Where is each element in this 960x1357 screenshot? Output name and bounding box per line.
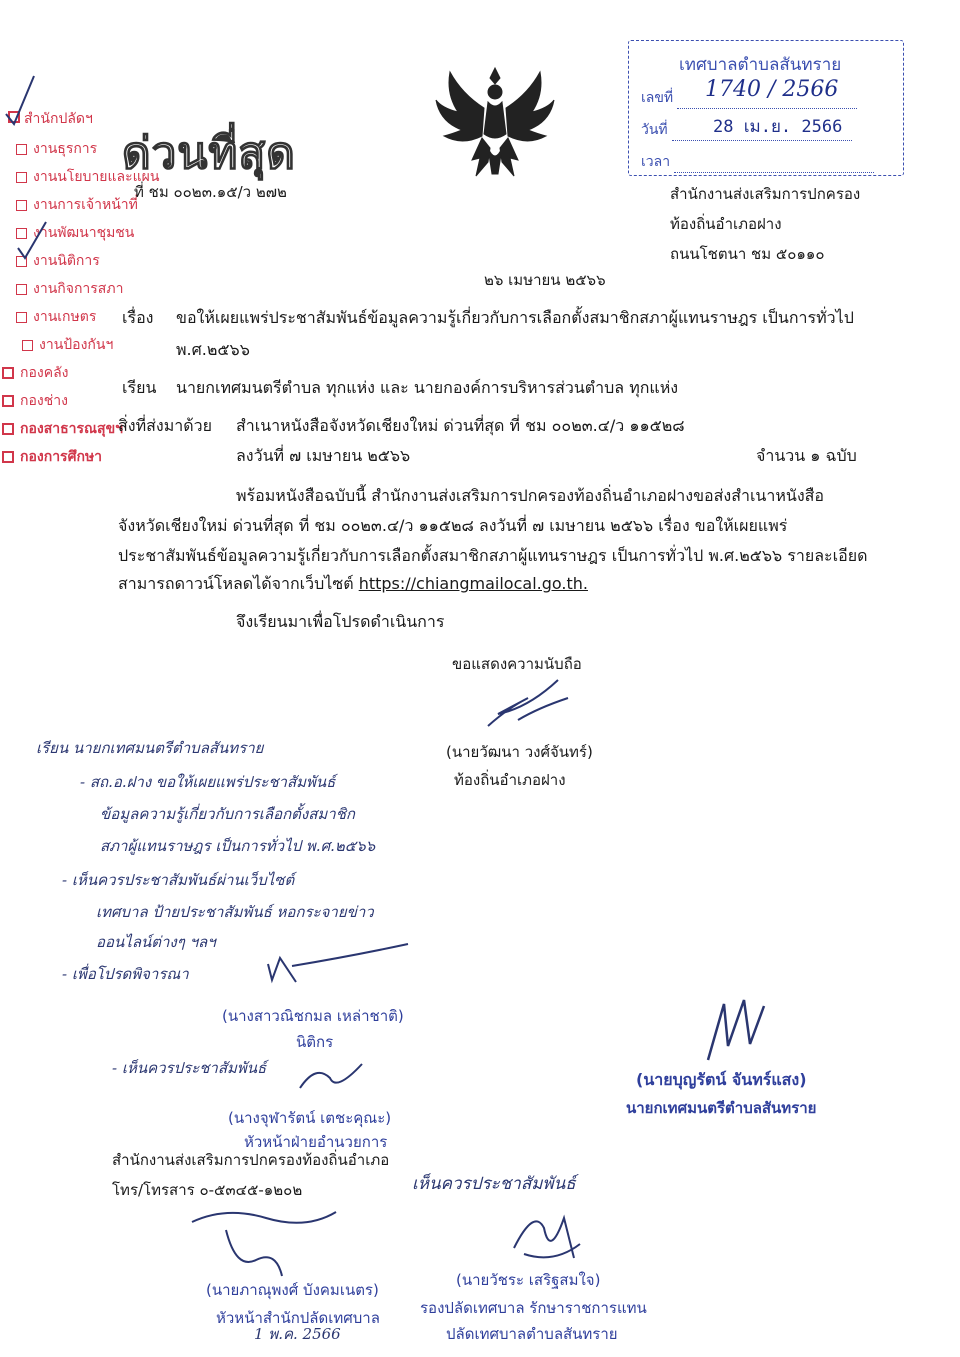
checkbox[interactable] bbox=[16, 284, 27, 295]
checkbox[interactable] bbox=[16, 144, 27, 155]
footer-phone: โทร/โทรสาร ๐-๕๓๔๕-๑๒๐๒ bbox=[112, 1181, 303, 1199]
to-label: เรียน bbox=[122, 378, 157, 397]
urgent-stamp: ด่วนที่สุด bbox=[122, 128, 296, 179]
handwritten-note: สภาผู้แทนราษฎร เป็นการทั่วไป พ.ศ.๒๕๖๖ bbox=[100, 837, 376, 855]
attachment-quantity: จำนวน ๑ ฉบับ bbox=[756, 446, 857, 465]
subject-label: เรื่อง bbox=[122, 308, 154, 327]
office-head-title: หัวหน้าสำนักปลัดเทศบาล bbox=[216, 1309, 380, 1327]
handwritten-note: - เพื่อโปรดพิจารณา bbox=[62, 965, 189, 983]
attachment-label: สิ่งที่ส่งมาด้วย bbox=[118, 416, 212, 435]
sender-line: สำนักงานส่งเสริมการปกครอง bbox=[670, 185, 861, 203]
website-link[interactable]: https://chiangmailocal.go.th. bbox=[358, 574, 588, 593]
mayor-name: (นายบุญรัตน์ จันทร์แสง) bbox=[636, 1070, 807, 1089]
reference-number: ที่ ชม ๐๐๒๓.๑๕/ว ๒๗๒ bbox=[134, 183, 287, 201]
deputy-title: รองปลัดเทศบาล รักษาราชการแทน bbox=[420, 1299, 647, 1317]
checkbox[interactable] bbox=[16, 200, 27, 211]
handwritten-note: เห็นควรประชาสัมพันธ์ bbox=[412, 1174, 576, 1194]
handwritten-note: เทศบาล ป้ายประชาสัมพันธ์ หอกระจายข่าว bbox=[96, 903, 374, 921]
legal-officer-title: นิติกร bbox=[296, 1033, 334, 1051]
body-text: พร้อมหนังสือฉบับนี้ สำนักงานส่งเสริมการปกครองท้องถิ่นอำเภอฝางขอส่งสำเนาหนังสือ bbox=[236, 486, 825, 505]
deputy-name: (นายวัชระ เสริฐสมใจ) bbox=[456, 1271, 601, 1289]
checklist-item[interactable]: งานธุรการ bbox=[16, 138, 97, 160]
body-text: สามารถดาวน์โหลดได้จากเว็บไซต์ https://chiangmailocal.go.th. bbox=[118, 574, 588, 593]
checkbox[interactable] bbox=[2, 423, 14, 435]
handwritten-note: ข้อมูลความรู้เกี่ยวกับการเลือกตั้งสมาชิก bbox=[100, 805, 355, 823]
signature-icon bbox=[296, 1058, 366, 1098]
subject-text: ขอให้เผยแพร่ประชาสัมพันธ์ข้อมูลความรู้เกี่ยวกับการเลือกตั้งสมาชิกสภาผู้แทนราษฎร เป็นการทั่วไป bbox=[176, 308, 854, 327]
check-mark-icon bbox=[16, 218, 56, 262]
sender-line: ท้องถิ่นอำเภอฝาง bbox=[670, 215, 782, 233]
checklist-item[interactable]: งานพัฒนาชุมชน bbox=[16, 222, 134, 244]
signature-icon bbox=[468, 668, 578, 738]
deputy-title: ปลัดเทศบาลตำบลสันทราย bbox=[446, 1325, 618, 1343]
handwritten-note: - สถ.อ.ฝาง ขอให้เผยแพร่ประชาสัมพันธ์ bbox=[80, 773, 336, 791]
body-text: ประชาสัมพันธ์ข้อมูลความรู้เกี่ยวกับการเลือกตั้งสมาชิกสภาผู้แทนราษฎร เป็นการทั่วไป พ.ศ.๒๕๖๖ รายละเอียด bbox=[118, 546, 868, 565]
closing-text: จึงเรียนมาเพื่อโปรดดำเนินการ bbox=[236, 612, 445, 631]
signature-icon bbox=[698, 996, 768, 1066]
check-mark-icon bbox=[0, 70, 60, 130]
stamp-time-label: เวลา bbox=[641, 154, 671, 170]
checklist-item[interactable]: งานกิจการสภา bbox=[16, 278, 123, 300]
checkbox[interactable] bbox=[16, 312, 27, 323]
chief-title: หัวหน้าฝ่ายอำนวยการ bbox=[244, 1133, 388, 1151]
stamp-date-value: 28 เม.ย. 2566 bbox=[713, 117, 843, 137]
checklist-item[interactable]: งานนิติการ bbox=[16, 250, 100, 272]
stamp-date-label: วันที่ bbox=[641, 122, 668, 138]
checkbox[interactable] bbox=[2, 367, 14, 379]
legal-officer-name: (นางสาวณิชกมล เหล่าชาติ) bbox=[222, 1007, 404, 1025]
checkbox[interactable] bbox=[16, 172, 27, 183]
attachment-text: สำเนาหนังสือจังหวัดเชียงใหม่ ด่วนที่สุด ที่ ชม ๐๐๒๓.๔/ว ๑๑๕๒๘ bbox=[236, 416, 685, 435]
division-item[interactable]: กองช่าง bbox=[2, 390, 68, 412]
stamp-org: เทศบาลตำบลสันทราย bbox=[679, 55, 842, 75]
letter-date: ๒๖ เมษายน ๒๕๖๖ bbox=[484, 271, 606, 289]
office-head-date: 1 พ.ค. 2566 bbox=[254, 1325, 341, 1343]
handwritten-note: เรียน นายกเทศมนตรีตำบลสันทราย bbox=[36, 739, 264, 757]
checklist-item[interactable]: งานเกษตร bbox=[16, 306, 96, 328]
footer-office: สำนักงานส่งเสริมการปกครองท้องถิ่นอำเภอ bbox=[112, 1151, 390, 1169]
to-text: นายกเทศมนตรีตำบล ทุกแห่ง และ นายกองค์การบริหารส่วนตำบล ทุกแห่ง bbox=[176, 378, 679, 397]
regards-text: ขอแสดงความนับถือ bbox=[452, 655, 582, 673]
mayor-title: นายกเทศมนตรีตำบลสันทราย bbox=[626, 1099, 817, 1117]
garuda-emblem-icon bbox=[432, 64, 558, 182]
checkbox[interactable] bbox=[2, 395, 14, 407]
checkbox[interactable] bbox=[22, 340, 33, 351]
sender-line: ถนนโชตนา ชม ๕๐๑๑๐ bbox=[670, 245, 825, 263]
handwritten-note: ออนไลน์ต่างๆ ฯลฯ bbox=[96, 933, 216, 951]
handwritten-note: - เห็นควรประชาสัมพันธ์ผ่านเว็บไซต์ bbox=[62, 871, 295, 889]
checklist-header: สำนักปลัดฯ bbox=[8, 108, 93, 130]
checkbox[interactable] bbox=[2, 451, 14, 463]
stamp-no-value: 1740 / 2566 bbox=[705, 77, 839, 102]
division-item[interactable]: กองการศึกษา bbox=[2, 446, 102, 468]
stamp-no-label: เลขที่ bbox=[641, 90, 674, 106]
signature-icon bbox=[504, 1188, 584, 1268]
body-text: จังหวัดเชียงใหม่ ด่วนที่สุด ที่ ชม ๐๐๒๓.๔/ว ๑๑๕๒๘ ลงวันที่ ๗ เมษายน ๒๕๖๖ เรื่อง ขอให้เผยแพร่ bbox=[118, 516, 788, 535]
signer-name: (นายวัฒนา วงศ์จันทร์) bbox=[446, 743, 593, 761]
subject-text: พ.ศ.๒๕๖๖ bbox=[176, 340, 250, 359]
division-item[interactable]: กองคลัง bbox=[2, 362, 69, 384]
chief-name: (นางจุฬารัตน์ เตชะคุณะ) bbox=[228, 1109, 392, 1127]
receipt-stamp bbox=[628, 40, 904, 176]
signature-icon bbox=[186, 1200, 346, 1280]
office-head-name: (นายภาณุพงศ์ บังคมเนตร) bbox=[206, 1281, 379, 1299]
signer-title: ท้องถิ่นอำเภอฝาง bbox=[454, 771, 566, 789]
checklist-item[interactable]: งานนโยบายและแผน bbox=[16, 166, 159, 188]
division-item[interactable]: กองสาธารณสุขฯ bbox=[2, 418, 123, 440]
attachment-text: ลงวันที่ ๗ เมษายน ๒๕๖๖ bbox=[236, 446, 411, 465]
handwritten-note: - เห็นควรประชาสัมพันธ์ bbox=[112, 1059, 267, 1077]
checklist-item[interactable]: งานป้องกันฯ bbox=[22, 334, 113, 356]
signature-icon bbox=[262, 936, 412, 996]
checklist-item[interactable]: งานการเจ้าหน้าที่ bbox=[16, 194, 138, 216]
